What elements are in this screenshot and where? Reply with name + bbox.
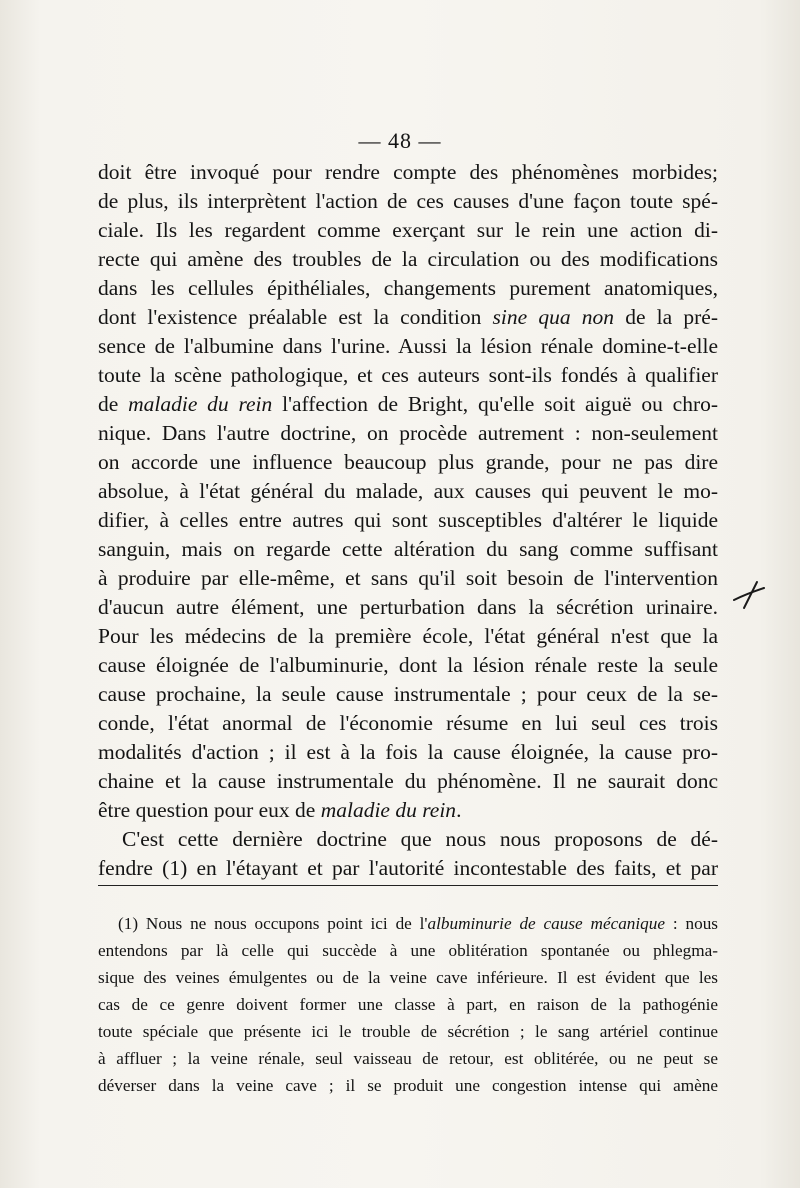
page-number: — 48 — <box>358 128 442 153</box>
footnote-line: cas de ce genre doivent former une classe à part, en raison de la pathogénie <box>98 995 718 1014</box>
footnote-line: entendons par là celle qui succède à une oblitération spontanée ou phlegma- <box>98 941 718 960</box>
text-line: on accorde une influence beaucoup plus grande, pour ne pas dire <box>98 450 718 474</box>
footnote-line: déverser dans la veine cave ; il se produit une congestion intense qui amène <box>98 1076 718 1095</box>
text-segment: de <box>98 392 129 416</box>
text-segment: dont l'existence préalable est la condition <box>98 305 493 329</box>
italic-term: sine qua non <box>492 305 615 329</box>
italic-term: maladie du rein <box>128 392 273 416</box>
main-text <box>98 158 718 883</box>
text-line: fendre (1) en l'étayant et par l'autorité incontestable des faits, et par <box>98 856 718 880</box>
text-line: chaine et la cause instrumentale du phénomène. Il ne saurait donc <box>98 769 718 793</box>
text-line: Pour les médecins de la première école, l'état général n'est que la <box>98 624 718 648</box>
text-line: difier, à celles entre autres qui sont susceptibles d'altérer le liquide <box>98 508 718 532</box>
footnote-line: à affluer ; la veine rénale, seul vaisseau de retour, est oblitérée, ou ne peut se <box>98 1049 718 1068</box>
text-line: sence de l'albumine dans l'urine. Aussi la lésion rénale domine-t-elle <box>98 334 718 358</box>
text-line: dans les cellules épithéliales, changements purement anatomiques, <box>98 276 718 300</box>
text-line: cause éloignée de l'albuminurie, dont la lésion rénale reste la seule <box>98 653 718 677</box>
footnote-separator <box>98 885 718 886</box>
text-line: recte qui amène des troubles de la circulation ou des modifications <box>98 247 718 271</box>
text-line: nique. Dans l'autre doctrine, on procède autrement : non-seulement <box>98 421 718 445</box>
text-line: toute la scène pathologique, et ces auteurs sont-ils fondés à qualifier <box>98 363 718 387</box>
text-line <box>98 303 718 332</box>
text-line <box>98 390 718 419</box>
text-line: absolue, à l'état général du malade, aux causes qui peuvent le mo- <box>98 479 718 503</box>
text-line: doit être invoqué pour rendre compte des phénomènes morbides; <box>98 160 718 184</box>
text-line: à produire par elle-même, et sans qu'il soit besoin de l'intervention <box>98 566 718 590</box>
text-line: C'est cette dernière doctrine que nous nous proposons de dé- <box>122 827 718 851</box>
text-line: modalités d'action ; il est à la fois la cause éloignée, la cause pro- <box>98 740 718 764</box>
text-line: ciale. Ils les regardent comme exerçant sur le rein une action di- <box>98 218 718 242</box>
italic-term: albuminurie de cause mécanique <box>427 914 665 933</box>
text-line: cause prochaine, la seule cause instrumentale ; pour ceux de la se- <box>98 682 718 706</box>
text-line: sanguin, mais on regarde cette altération du sang comme suffisant <box>98 537 718 561</box>
footnote-line: toute spéciale que présente ici le trouble de sécrétion ; le sang artériel continue <box>98 1022 718 1041</box>
footnote-line <box>98 910 718 937</box>
text-line: de plus, ils interprètent l'action de ces causes d'une façon toute spé- <box>98 189 718 213</box>
text-line <box>98 796 718 825</box>
text-segment: de la pré- <box>614 305 718 329</box>
italic-term: maladie du rein <box>320 798 457 822</box>
text-segment: l'affection de Bright, qu'elle soit aiguë ou chro- <box>272 392 718 416</box>
text-segment: . <box>456 798 462 822</box>
text-segment: (1) Nous ne nous occupons point ici de l' <box>118 914 428 933</box>
text-segment: : nous <box>665 914 718 933</box>
text-segment: être question pour eux de <box>98 798 321 822</box>
footnote-text <box>98 910 718 1099</box>
text-line: conde, l'état anormal de l'économie résume en lui seul ces trois <box>98 711 718 735</box>
text-line: d'aucun autre élément, une perturbation dans la sécrétion urinaire. <box>98 595 718 619</box>
margin-annotation-mark <box>730 578 766 614</box>
footnote-line: sique des veines émulgentes ou de la veine cave inférieure. Il est évident que les <box>98 968 718 987</box>
